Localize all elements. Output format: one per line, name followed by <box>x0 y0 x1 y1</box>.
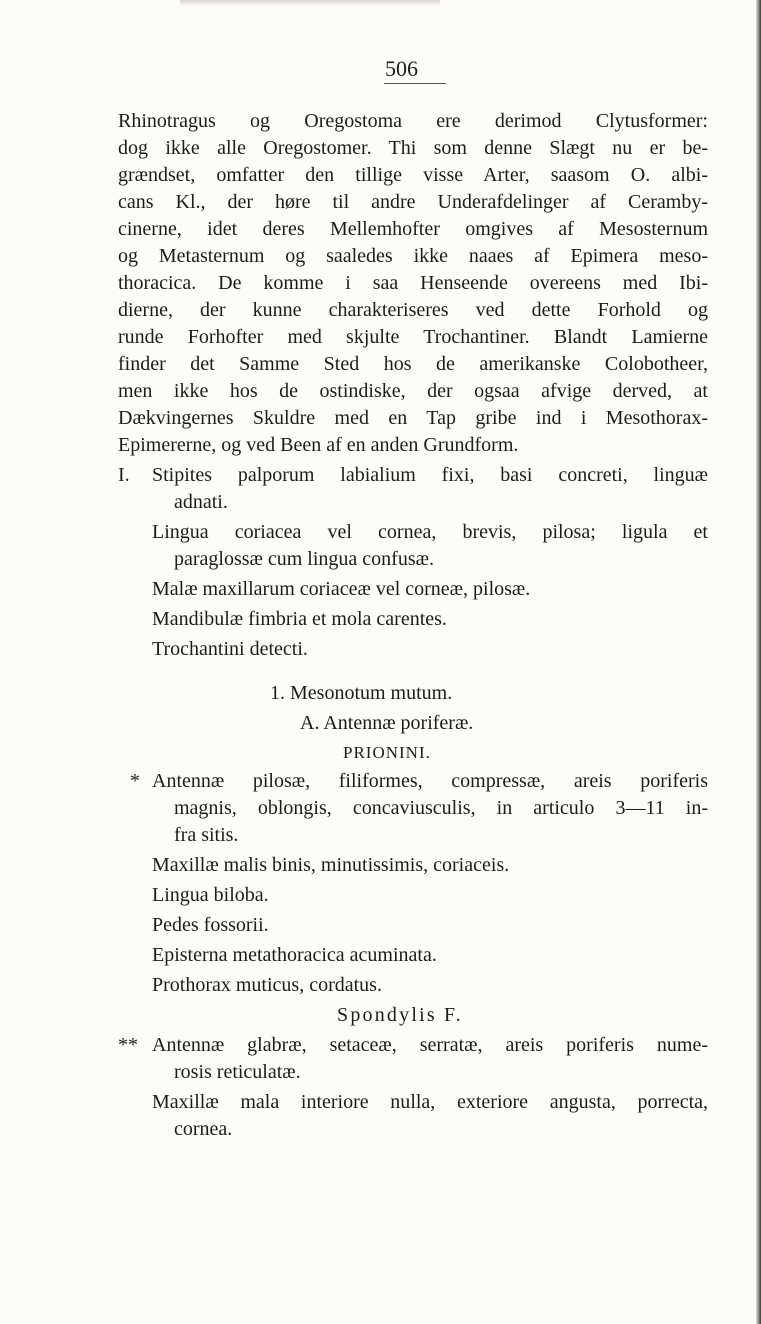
paragraph-line: grændset, omfatter den tillige visse Arter, saasom O. albi- <box>118 164 708 186</box>
section-marker: I. <box>118 464 130 486</box>
paragraph-line: men ikke hos de ostindiske, der ogsaa afvige derved, at <box>118 380 708 402</box>
paragraph-line: runde Forhofter med skjulte Trochantiner. Blandt Lamierne <box>118 326 708 348</box>
character-item: Malæ maxillarum coriaceæ vel corneæ, pilosæ. <box>152 578 531 600</box>
subsection-heading: A. Antennæ poriferæ. <box>300 712 474 734</box>
tribe-heading: PRIONINI. <box>343 743 431 762</box>
character-item: Pedes fossorii. <box>152 914 269 936</box>
group-line: Antennæ glabræ, setaceæ, serratæ, areis poriferis nume- <box>152 1034 708 1056</box>
paragraph-line: cans Kl., der høre til andre Underafdelinger af Ceramby- <box>118 191 708 213</box>
character-item: Lingua coriacea vel cornea, brevis, pilosa; ligula et <box>152 521 708 543</box>
paragraph-line: dog ikke alle Oregostomer. Thi som denne Slægt nu er be- <box>118 137 708 159</box>
paragraph-line: Rhinotragus og Oregostoma ere derimod Clytusformer: <box>118 110 708 132</box>
section-line: Stipites palporum labialium fixi, basi concreti, linguæ <box>152 464 708 486</box>
paragraph-line: Epimererne, og ved Been af en anden Grundform. <box>118 434 519 456</box>
group-line: fra sitis. <box>174 824 239 846</box>
paragraph-line: thoracica. De komme i saa Henseende overeens med Ibi- <box>118 272 708 294</box>
character-item: Trochantini detecti. <box>152 638 308 660</box>
section-line: adnati. <box>174 491 228 513</box>
group-line: magnis, oblongis, concaviusculis, in articulo 3—11 in- <box>174 797 708 819</box>
page-edge-shadow <box>756 0 761 1324</box>
subsection-heading: 1. Mesonotum mutum. <box>270 682 453 704</box>
group-marker: ** <box>118 1034 138 1056</box>
page-number: 506 <box>385 56 418 81</box>
character-item: Episterna metathoracica acuminata. <box>152 944 437 966</box>
character-item: cornea. <box>174 1118 233 1140</box>
character-item: Maxillæ mala interiore nulla, exteriore angusta, porrecta, <box>152 1091 708 1113</box>
character-item: Lingua biloba. <box>152 884 269 906</box>
character-item: Maxillæ malis binis, minutissimis, coriaceis. <box>152 854 510 876</box>
character-item: Prothorax muticus, cordatus. <box>152 974 382 996</box>
paragraph-line: dierne, der kunne charakteriseres ved dette Forhold og <box>118 299 708 321</box>
group-marker: * <box>130 770 140 792</box>
group-line: Antennæ pilosæ, filiformes, compressæ, areis poriferis <box>152 770 708 792</box>
character-item: Mandibulæ fimbria et mola carentes. <box>152 608 447 630</box>
paragraph-line: og Metasternum og saaledes ikke naaes af Epimera meso- <box>118 245 708 267</box>
paragraph-line: cinerne, idet deres Mellemhofter omgives af Mesosternum <box>118 218 708 240</box>
genus-name: Spondylis F. <box>337 1004 463 1026</box>
paragraph-line: finder det Samme Sted hos de amerikanske Colobotheer, <box>118 353 708 375</box>
page-number-rule <box>384 83 446 84</box>
character-item: paraglossæ cum lingua confusæ. <box>174 548 434 570</box>
group-line: rosis reticulatæ. <box>174 1061 301 1083</box>
paragraph-line: Dækvingernes Skuldre med en Tap gribe ind i Mesothorax- <box>118 407 708 429</box>
scan-smudge <box>180 0 440 6</box>
